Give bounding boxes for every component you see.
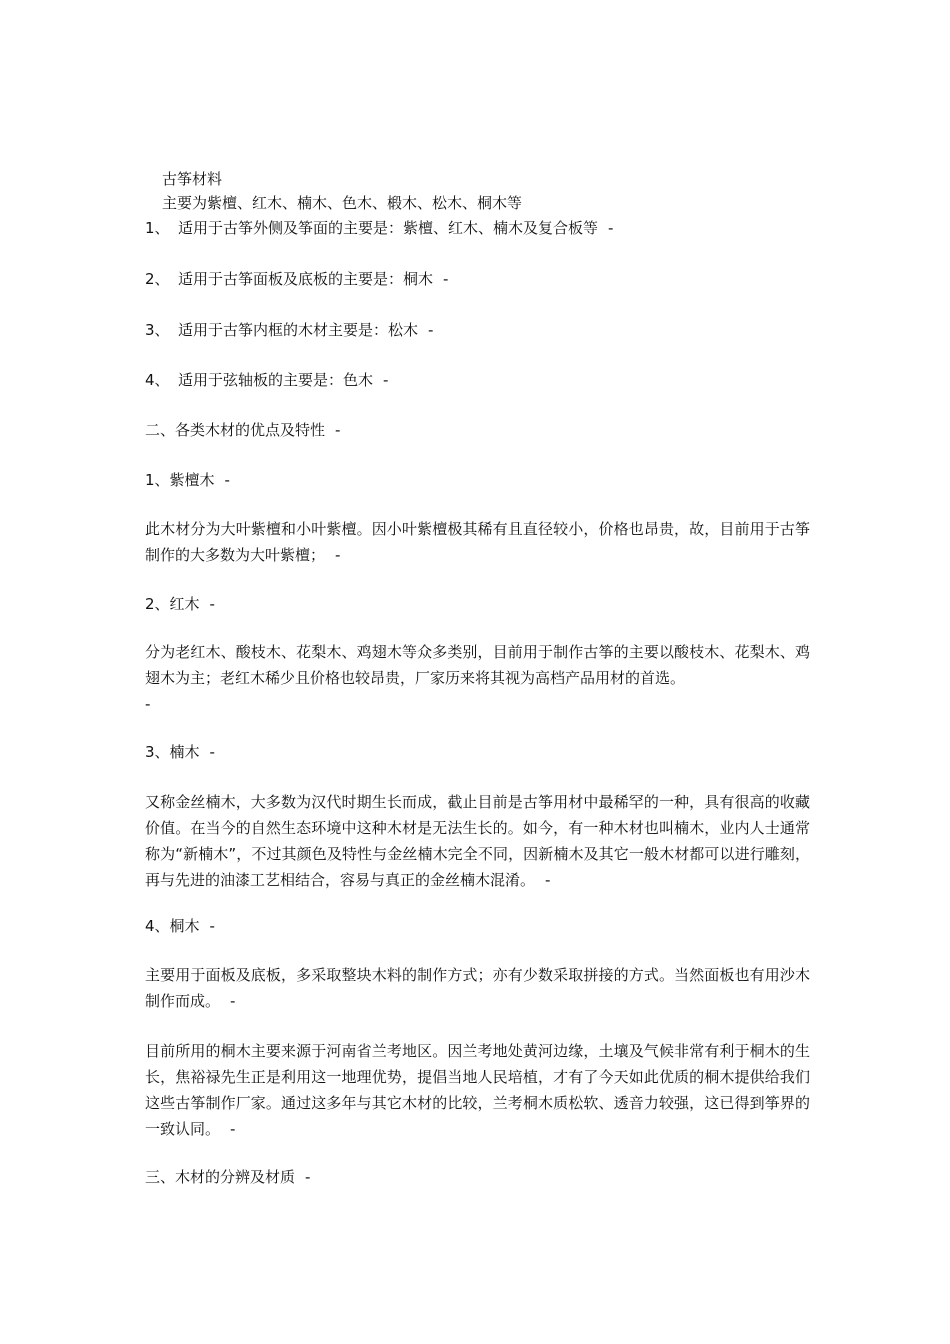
dash-mark: -	[305, 1168, 311, 1186]
dash-mark: -	[209, 595, 215, 613]
wood-paragraph-3	[145, 789, 810, 893]
wood-heading-3	[145, 742, 215, 762]
use-item-number: 1、	[145, 219, 170, 237]
wood-heading-1	[145, 470, 230, 490]
dash-mark: -	[145, 695, 151, 713]
wood-heading-text: 1、紫檀木	[145, 471, 215, 489]
wood-paragraph-4a	[145, 962, 810, 1014]
section-heading-2	[145, 420, 340, 440]
doc-title: 古筝材料	[162, 170, 223, 188]
wood-heading-text: 3、楠木	[145, 743, 200, 761]
dash-mark: -	[230, 1120, 236, 1138]
paragraph-text: 又称金丝楠木，大多数为汉代时期生长而成，截止目前是古筝用材中最稀罕的一种，具有很高的收藏价值。在当今的自然生态环境中这种木材是无法生长的。如今，有一种木材也叫楠木，业内人士通常称为“新楠木”，不过其颜色及特性与金丝楠木完全不同，因新楠木及其它一般木材都可以进行雕刻，再与先进的油漆工艺相结合，容易与真正的金丝楠木混淆。	[145, 793, 810, 889]
doc-subtitle: 主要为紫檀、红木、楠木、色木、椴木、松木、桐木等	[162, 194, 523, 212]
section-heading-3	[145, 1167, 310, 1187]
dash-mark: -	[335, 421, 341, 439]
use-item-4	[145, 370, 388, 390]
use-item-text: 适用于古筝面板及底板的主要是：桐木	[178, 270, 434, 288]
paragraph-text: 目前所用的桐木主要来源于河南省兰考地区。因兰考地处黄河边缘，土壤及气候非常有利于桐木的生长，焦裕禄先生正是利用这一地理优势，提倡当地人民培植，才有了今天如此优质的桐木提供给我们这些古筝制作厂家。通过这多年与其它木材的比较，兰考桐木质松软、透音力较强，这已得到筝界的一致认同。	[145, 1042, 810, 1138]
section-heading-text: 二、各类木材的优点及特性	[145, 421, 326, 439]
use-item-3	[145, 320, 433, 340]
dash-mark: -	[209, 743, 215, 761]
paragraph-text: 分为老红木、酸枝木、花梨木、鸡翅木等众多类别，目前用于制作古筝的主要以酸枝木、花梨木、鸡翅木为主；老红木稀少且价格也较昂贵，厂家历来将其视为高档产品用材的首选。	[145, 643, 810, 687]
paragraph-text: 主要用于面板及底板，多采取整块木料的制作方式；亦有少数采取拼接的方式。当然面板也有用沙木制作而成。	[145, 966, 810, 1010]
dash-mark: -	[545, 871, 551, 889]
dash-mark: -	[209, 917, 215, 935]
dash-mark: -	[383, 371, 389, 389]
wood-paragraph-4b	[145, 1038, 810, 1142]
use-item-2	[145, 269, 448, 289]
dash-mark: -	[608, 219, 614, 237]
wood-heading-4	[145, 916, 215, 936]
wood-heading-2	[145, 594, 215, 614]
section-heading-text: 三、木材的分辨及材质	[145, 1168, 296, 1186]
use-item-number: 4、	[145, 371, 170, 389]
wood-paragraph-2	[145, 639, 810, 717]
dash-mark: -	[428, 321, 434, 339]
use-item-text: 适用于古筝内框的木材主要是：松木	[178, 321, 419, 339]
use-item-number: 3、	[145, 321, 170, 339]
dash-mark: -	[443, 270, 449, 288]
wood-heading-text: 2、红木	[145, 595, 200, 613]
wood-paragraph-1	[145, 516, 810, 568]
dash-mark: -	[335, 546, 341, 564]
paragraph-text: 此木材分为大叶紫檀和小叶紫檀。因小叶紫檀极其稀有且直径较小，价格也昂贵，故，目前用于古筝制作的大多数为大叶紫檀；	[145, 520, 810, 564]
use-item-number: 2、	[145, 270, 170, 288]
dash-mark: -	[230, 992, 236, 1010]
dash-mark: -	[224, 471, 230, 489]
use-item-1	[145, 218, 613, 238]
wood-heading-text: 4、桐木	[145, 917, 200, 935]
use-item-text: 适用于古筝外侧及筝面的主要是：紫檀、红木、楠木及复合板等	[178, 219, 599, 237]
use-item-text: 适用于弦轴板的主要是：色木	[178, 371, 374, 389]
